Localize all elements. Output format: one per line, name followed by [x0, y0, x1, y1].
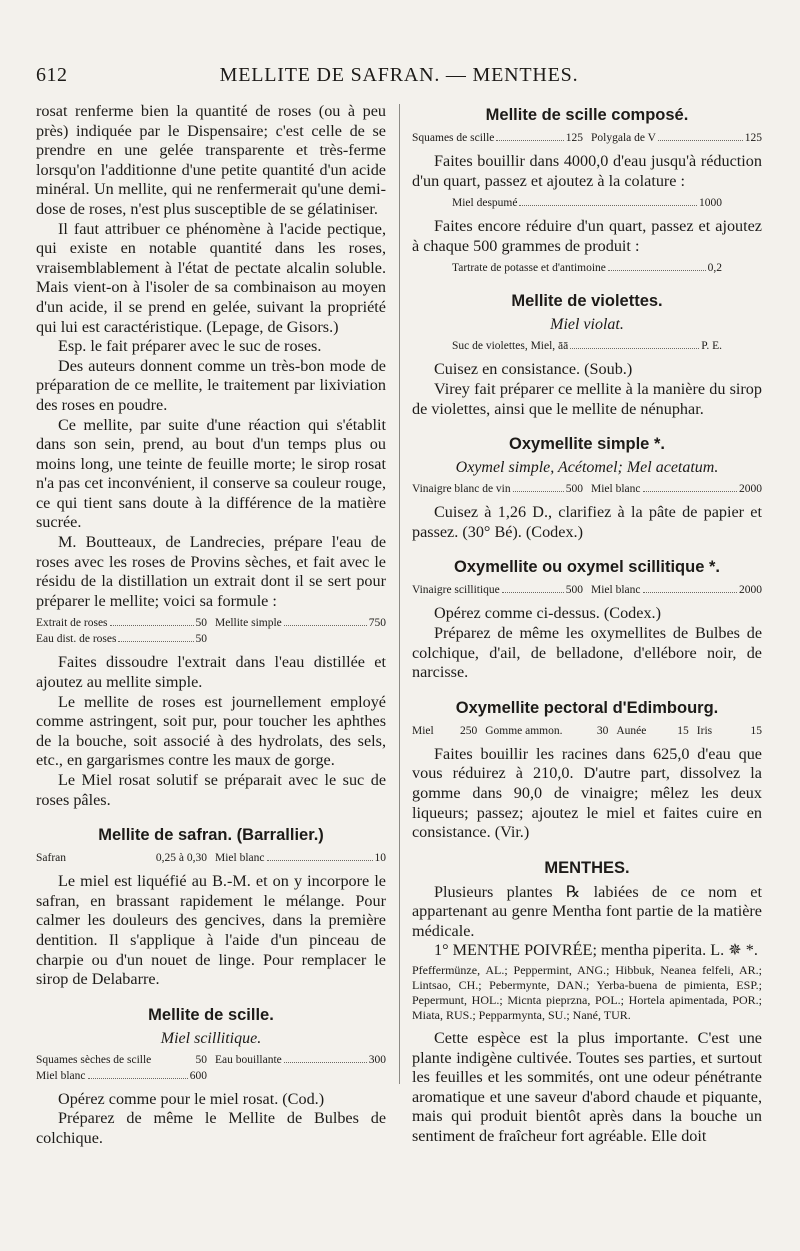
paragraph: Ce mellite, par suite d'une réaction qui s'établit dans son sein, prend, au bout d'un temps plus ou moins long, une teinte de feuille morte; le sirop rosat n'a pas cet inconvénient, il conserve sa couleur rouge, ce qui tient sans doute à la différence de la matière sucrée. [36, 415, 386, 532]
section-heading: Oxymellite ou oxymel scillitique *. [454, 558, 720, 577]
section-subtitle: Oxymel simple, Acétomel; Mel acetatum. [455, 459, 719, 477]
paragraph: Opérez comme pour le miel rosat. (Cod.) [58, 1089, 325, 1108]
section-heading: Mellite de safran. (Barrallier.) [98, 826, 324, 845]
formula-scille [36, 1052, 386, 1084]
paragraph: Virey fait préparer ce mellite à la manière du sirop de violettes, ainsi que le mellite de nénuphar. [412, 379, 762, 418]
formula-line: Mellite simple 750 [215, 617, 386, 630]
section-subtitle: Miel violat. [550, 316, 624, 334]
paragraph: Le mellite de roses est journellement employé comme astringent, soit pur, pour toucher les aphthes de la bouche, soit associé à des hydrolats, des sels, etc., en gargarismes contre les maux de gorge. [36, 692, 386, 770]
formula-line: Eau bouillante 300 [215, 1053, 386, 1066]
formula-line: Squames de scille 125 [412, 132, 583, 144]
paragraph: Faites bouillir les racines dans 625,0 d'eau que vous réduirez à 210,0. D'autre part, dissolvez la gomme dans 90,0 de vinaigre; mêlez les deux liqueurs; passez; ajoutez le miel et faites cuire en consistance. (Vir.) [412, 744, 762, 842]
formula-line: Miel blanc 10 [215, 852, 386, 865]
paragraph: Esp. le fait préparer avec le suc de roses. [58, 337, 322, 356]
formula-violettes [412, 338, 762, 354]
formula-miel-despume [412, 195, 762, 211]
page-number: 612 [36, 64, 68, 86]
entry-label: 1° MENTHE POIVRÉE; mentha piperita. L. ✵ *. [434, 941, 758, 960]
paragraph: Plusieurs plantes ℞ labiées de ce nom et appartenant au genre Mentha font partie de la matière médicale. [412, 882, 762, 940]
formula-line: Miel blanc 2000 [591, 483, 762, 496]
left-column [36, 102, 386, 1149]
formula-line: Vinaigre blanc de vin 500 [412, 483, 583, 496]
column-divider [399, 104, 400, 1084]
formula-roses [36, 615, 386, 647]
formula-line: Extrait de roses 50 [36, 617, 207, 630]
synonyms-list: Pfeffermünze, AL.; Peppermint, ANG.; Hibbuk, Neanea felfeli, AR.; Lintsao, CH.; Pebermynte, DAN.; Yerba-buena de pimienta, ESP.; Pepermunt, HOL.; Micnta pieprzna, POL.; Hortela apimentada, POR.; Miata, RUS.; Pepparmynta, SU.; Nané, TUR. [412, 963, 762, 1023]
section-heading: Mellite de scille. [148, 1005, 274, 1024]
section-heading: Mellite de violettes. [511, 292, 663, 311]
page-header [36, 60, 762, 94]
paragraph: Cuisez en consistance. (Soub.) [434, 360, 633, 379]
formula-line: Gomme ammon. 30 [485, 724, 609, 737]
paragraph: Préparez de même les oxymellites de Bulbes de colchique, d'ail, de belladone, d'ellébore noir, de narcisse. [412, 623, 762, 682]
section-heading: Mellite de scille composé. [485, 106, 689, 124]
formula-line: Squames sèches de scille 50 [36, 1053, 207, 1066]
formula-line: Eau dist. de roses 50 [36, 633, 207, 646]
paragraph: Le Miel rosat solutif se préparait avec le suc de roses pâles. [36, 771, 386, 809]
section-heading: Oxymellite simple *. [509, 435, 665, 454]
paragraph: Le miel est liquéfié au B.-M. et on y incorpore le safran, en brassant rapidement le mélange. Pour calmer les douleurs des gencives, dans la première dentition. Il s'applique à l'aide d'un pinceau de charpie ou d'un nouet de linge. Pour remplacer le sirop de Delabarre. [36, 872, 386, 989]
paragraph: Faites bouillir dans 4000,0 d'eau jusqu'à réduction d'un quart, passez et ajoutez à la colature : [412, 152, 762, 190]
formula-line: Miel blanc 600 [36, 1069, 207, 1082]
section-heading: MENTHES. [544, 858, 630, 877]
formula-line: Safran 0,25 à 0,30 [36, 852, 207, 865]
section-heading: Oxymellite pectoral d'Edimbourg. [455, 698, 719, 717]
paragraph: Cette espèce est la plus importante. C'est une plante indigène cultivée. Toutes ses parties, et surtout les feuilles et les sommités, ont une odeur pénétrante aromatique et une saveur d'abord chaude et piquante, mais qui produit bientôt après dans la bouche un sentiment de fraîcheur fort agréable. Elle doit [412, 1029, 762, 1146]
formula-oxymel-scillitique [412, 582, 762, 598]
paragraph: rosat renferme bien la quantité de roses (ou à peu près) indiquée par le Dispensaire; c'est celle de se prendre en une gelée transparente et très-ferme lorsqu'on l'additionne d'une petite quantité d'un acide minéral. Un mellite, qui ne renfermerait qu'une demi-dose de roses, n'est plus susceptible de se gélatiniser. [36, 102, 386, 218]
section-subtitle: Miel scillitique. [160, 1029, 262, 1047]
paragraph: Des auteurs donnent comme un très-bon mode de préparation de ce mellite, le traitement par lixiviation des roses en poudre. [36, 356, 386, 414]
formula-line: Polygala de V 125 [591, 132, 762, 144]
running-head: MELLITE DE SAFRAN. — MENTHES. [219, 64, 579, 86]
formula-line: Miel 250 [412, 724, 478, 737]
formula-pectoral [412, 723, 762, 739]
formula-line: Iris 15 [696, 724, 762, 737]
formula-line: Tartrate de potasse et d'antimoine 0,2 [452, 262, 722, 275]
formula-line: Miel despumé 1000 [452, 197, 722, 210]
formula-line: Miel blanc 2000 [591, 584, 762, 597]
formula-oxymel [412, 481, 762, 497]
formula-scille-compose [412, 130, 762, 146]
formula-line: Vinaigre scillitique 500 [412, 584, 583, 597]
paragraph: Faites encore réduire d'un quart, passez et ajoutez à chaque 500 grammes de produit : [412, 217, 762, 255]
paragraph: Cuisez à 1,26 D., clarifiez à la pâte de papier et passez. (30° Bé). (Codex.) [412, 503, 762, 541]
paragraph: Faites dissoudre l'extrait dans l'eau distillée et ajoutez au mellite simple. [36, 653, 386, 692]
paragraph: Opérez comme ci-dessus. (Codex.) [434, 604, 661, 623]
formula-line: Aunée 15 [616, 724, 689, 737]
formula-line: Suc de violettes, Miel, āā P. E. [452, 340, 722, 353]
two-column-body [36, 102, 762, 1149]
paragraph: M. Boutteaux, de Landrecies, prépare l'eau de roses avec les roses de Provins sèches, et fait avec le résidu de la distillation un extrait dont il se sert pour préparer le mellite; voici sa formule : [36, 533, 386, 610]
paragraph: Préparez de même le Mellite de Bulbes de colchique. [36, 1109, 386, 1147]
right-column [412, 102, 762, 1149]
formula-safran [36, 850, 386, 866]
formula-tartrate [412, 260, 762, 276]
paragraph: Il faut attribuer ce phénomène à l'acide pectique, qui existe en notable quantité dans les roses, vraisemblablement à l'état de pectate alcalin soluble. Mais vient-on à l'isoler de sa combinaison au moyen d'un acide, il se prend en gelée, suivant la propriété qui lui est caractéristique. (Lepage, de Gisors.) [36, 219, 386, 336]
